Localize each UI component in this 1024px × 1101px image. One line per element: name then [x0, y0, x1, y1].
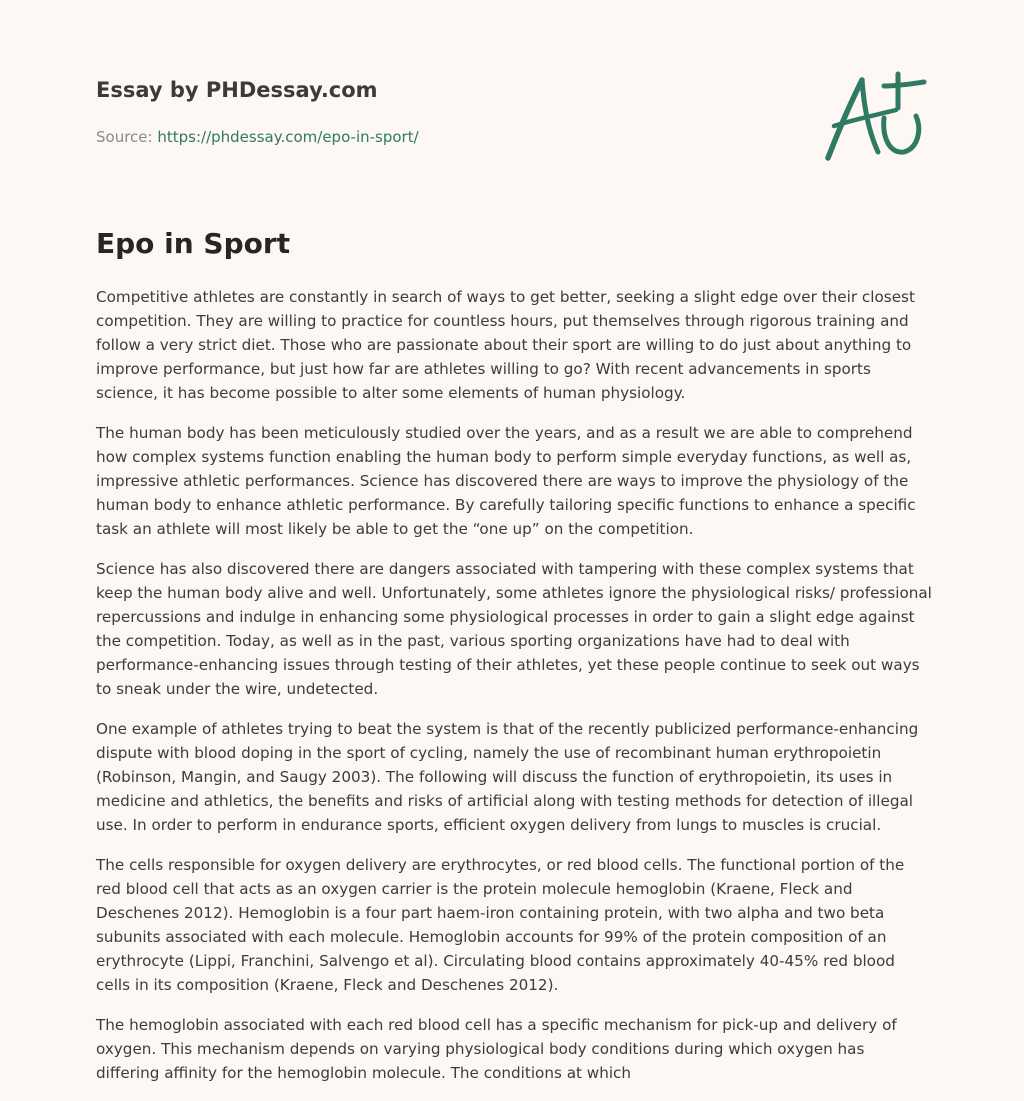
paragraph: The cells responsible for oxygen delivery are erythrocytes, or red blood cells. The functional portion of the red blood cell that acts as an oxygen carrier is the protein molecule hemoglobin (Kraene, Fleck and Deschenes 2012). Hemoglobin is a four part haem-iron containing protein, with two alpha and two beta subunits associated with each molecule. Hemoglobin accounts for 99% of the protein composition of an erythrocyte (Lippi, Franchini, Salvengo et al). Circulating blood contains approximately 40-45% red blood cells in its composition (Kraene, Fleck and Deschenes 2012). [96, 856, 905, 994]
source-link[interactable]: https://phdessay.com/epo-in-sport/ [157, 128, 419, 146]
source-label: Source: [96, 128, 153, 146]
paragraph: The human body has been meticulously studied over the years, and as a result we are able to comprehend how complex systems function enabling the human body to perform simple everyday functions, as well as, impressive athletic performances. Science has discovered there are ways to improve the physiology of the human body to enhance athletic performance. By carefully tailoring specific functions to enhance a specific task an athlete will most likely be able to get the “one up” on the competition. [96, 424, 916, 538]
a-plus-grade-icon [820, 66, 930, 170]
paragraph: Competitive athletes are constantly in search of ways to get better, seeking a slight edge over their closest competition. They are willing to practice for countless hours, put themselves through rigorous training and follow a very strict diet. Those who are passionate about their sport are willing to do just about anything to improve performance, but just how far are athletes willing to go? With recent advancements in sports science, it has become possible to alter some elements of human physiology. [96, 288, 915, 402]
essay-header [96, 74, 716, 148]
paragraph: The hemoglobin associated with each red blood cell has a specific mechanism for pick-up and delivery of oxygen. This mechanism depends on varying physiological body conditions during which oxygen has differing affinity for the hemoglobin molecule. The conditions at which [96, 1016, 897, 1082]
essay-body [96, 285, 932, 1101]
document-title: Epo in Sport [96, 227, 291, 260]
paragraph: Science has also discovered there are dangers associated with tampering with these complex systems that keep the human body alive and well. Unfortunately, some athletes ignore the physiological risks/ professional repercussions and indulge in enhancing some physiological processes in order to gain a slight edge against the competition. Today, as well as in the past, various sporting organizations have had to deal with performance-enhancing issues through testing of their athletes, yet these people continue to seek out ways to sneak under the wire, undetected. [96, 560, 932, 698]
site-title: Essay by PHDessay.com [96, 78, 378, 102]
paragraph: One example of athletes trying to beat the system is that of the recently publicized performance-enhancing dispute with blood doping in the sport of cycling, namely the use of recombinant human erythropoietin (Robinson, Mangin, and Saugy 2003). The following will discuss the function of erythropoietin, its uses in medicine and athletics, the benefits and risks of artificial along with testing methods for detection of illegal use. In order to perform in endurance sports, efficient oxygen delivery from lungs to muscles is crucial. [96, 720, 919, 834]
source-line [96, 126, 716, 148]
